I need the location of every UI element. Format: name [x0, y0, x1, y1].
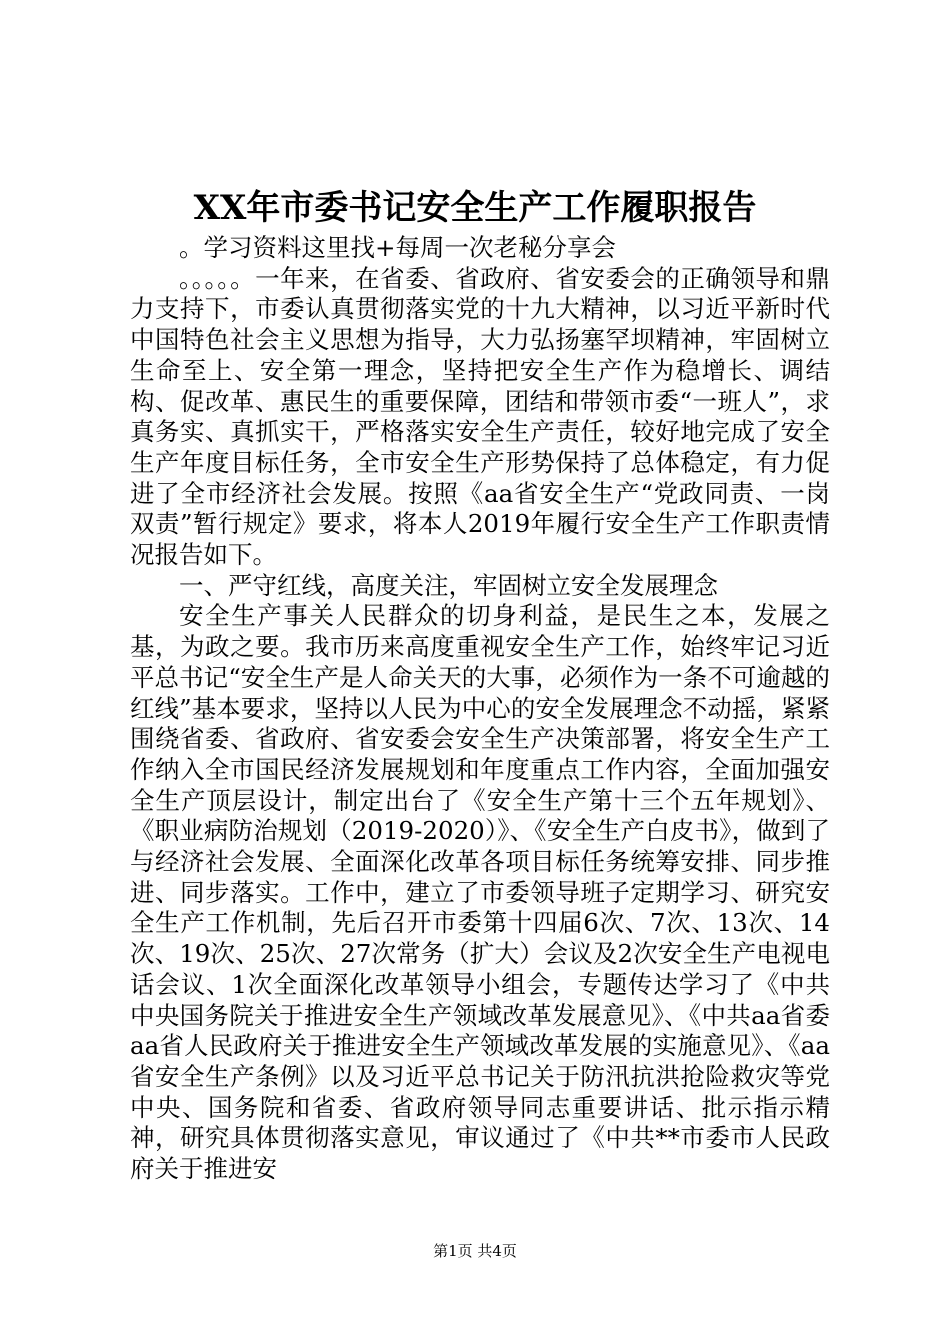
section-heading-1: 一、严守红线，高度关注，牢固树立安全发展理念 — [179, 570, 718, 600]
document-title: XX年市委书记安全生产工作履职报告 — [193, 188, 757, 228]
paragraph-intro-note: 。学习资料这里找+每周一次老秘分享会 — [179, 233, 617, 262]
page-footer: 第1页 共4页 — [433, 1242, 517, 1260]
paragraph-overview: 。。。。。一年来，在省委、省政府、省安委会的正确领导和鼎力支持下，市委认真贯彻落实党的十九大精神，以习近平新时代中国特色社会主义思想为指导，大力弘扬塞罕坝精神，牢固树立生命至上、安全第一理念，坚持把安全生产作为稳增长、调结构、促改革、惠民生的重要保障，团结和带领市委“一班人”，求真务实、真抓实干，严格落实安全生产责任，较好地完成了安全生产年度目标任务，全市安全生产形势保持了总体稳定，有力促进了全市经济社会发展。按照《aa省安全生产“党政同责、一岗双责”暂行规定》要求，将本人2019年履行安全生产工作职责情况报告如下。 — [130, 263, 830, 570]
document-body — [130, 233, 830, 1185]
paragraph-section-1: 安全生产事关人民群众的切身利益，是民生之本，发展之基，为政之要。我市历来高度重视安全生产工作，始终牢记习近平总书记“安全生产是人命关天的大事，必须作为一条不可逾越的红线”基本要求，坚持以人民为中心的安全发展理念不动摇，紧紧围绕省委、省政府、省安委会安全生产决策部署，将安全生产工作纳入全市国民经济发展规划和年度重点工作内容，全面加强安全生产顶层设计，制定出台了《安全生产第十三个五年规划》、《职业病防治规划（2019-2020）》、《安全生产白皮书》，做到了与经济社会发展、全面深化改革各项目标任务统筹安排、同步推进、同步落实。工作中，建立了市委领导班子定期学习、研究安全生产工作机制，先后召开市委第十四届6次、7次、13次、14次、19次、25次、27次常务（扩大）会议及2次安全生产电视电话会议、1次全面深化改革领导小组会，专题传达学习了《中共中央国务院关于推进安全生产领域改革发展意见》、《中共aa省委aa省人民政府关于推进安全生产领域改革发展的实施意见》、《aa省安全生产条例》以及习近平总书记关于防汛抗洪抢险救灾等党中央、国务院和省委、省政府领导同志重要讲话、批示指示精神，研究具体贯彻落实意见，审议通过了《中共**市委市人民政府关于推进安 — [130, 601, 830, 1184]
